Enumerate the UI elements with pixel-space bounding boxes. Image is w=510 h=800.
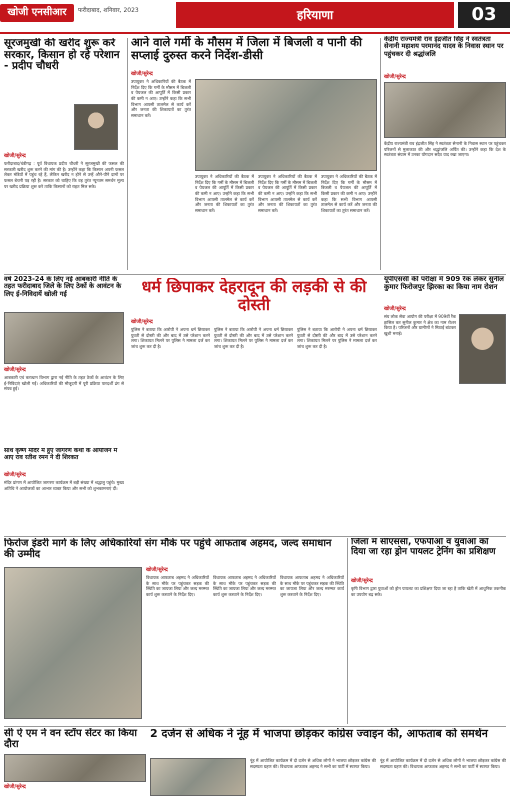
article-drone-training (351, 538, 506, 724)
article-body-col2: पुलिस ने बताया कि आरोपी ने अपना धर्म छिपाकर युवती से दोस्ती की और बाद में उसे परेशान करने लगा। शिकायत मिलने पर पुलिस ने मामला दर्ज कर जांच शुरू कर दी है। (214, 327, 293, 350)
article-one-stop-centre (4, 728, 146, 798)
article-body-col3: पुलिस ने बताया कि आरोपी ने अपना धर्म छिपाकर युवती से दोस्ती की और बाद में उसे परेशान करने लगा। शिकायत मिलने पर पुलिस ने मामला दर्ज कर जांच शुरू कर दी है। (297, 327, 377, 350)
newspaper-logo: खोजी एनसीआर (0, 4, 74, 22)
article-body: विधायक आफताब अहमद ने अधिकारियों के साथ मौके पर पहुंचकर सड़क की स्थिति का जायजा लिया और जल्द मरम्मत कार्य शुरू करवाने के निर्देश दिए। (146, 575, 209, 598)
article-body-col4: उपायुक्त ने अधिकारियों की बैठक में निर्देश दिए कि गर्मी के मौसम में बिजली व पेयजल की आपूर्ति में किसी प्रकार की कमी न आए। उन्होंने कहा कि सभी विभाग आपसी तालमेल से कार्य करें और जनता की शिकायतों का तुरंत समाधान करें। (321, 174, 377, 214)
article-headline: केंद्रीय राज्यमंत्री राव इंद्रजीत सिंह ने स्वतंत्रता सेनानी महाशय परमानंद यादव के निवास स्थान पर पहुंचकर दी श्रद्धांजलि (384, 36, 504, 58)
article-body: पुलिस ने बताया कि आरोपी ने अपना धर्म छिपाकर युवती से दोस्ती की और बाद में उसे परेशान करने लगा। शिकायत मिलने पर पुलिस ने मामला दर्ज कर जांच शुरू कर दी है। (131, 327, 210, 350)
article-bjp-congress (150, 728, 506, 798)
article-byline: खोजी/सुरेन्द्र (384, 306, 406, 312)
page-number: 03 (458, 2, 510, 28)
article-excise-policy (4, 276, 124, 446)
article-headline: 2 दर्जन से अधिक ने नूंह में भाजपा छोड़कर कांग्रेस ज्वाइन की, आफताब को समर्थन (150, 728, 488, 740)
tender-photo (4, 312, 124, 364)
article-headline: सूरजमुखी की खरीद शुरू करे सरकार, किसान हो रहे परेशान - प्रदीप चौधरी (4, 38, 120, 73)
article-electricity-water (131, 36, 377, 272)
joining-photo (150, 758, 246, 796)
article-headline: यूपीएससी की परीक्षा में 909 रैंक लेकर सुनील कुमार फिरोजपुर झिरका का किया नाम रोशन (384, 276, 504, 291)
article-body: मंदिर प्रांगण में आयोजित जागरण कार्यक्रम में बड़ी संख्या में श्रद्धालु पहुंचे। मुख्य अतिथि ने आयोजकों का आभार व्यक्त किया और सभी को शुभकामनाएं दीं। (4, 480, 124, 491)
article-body: कृषि विभाग द्वारा युवाओं को ड्रोन पायलट का प्रशिक्षण दिया जा रहा है ताकि खेती में आधुनिक तकनीक का उपयोग बढ़ सके। (351, 586, 506, 597)
masthead (0, 0, 510, 34)
article-headline: वर्ष 2023-24 के लिए नई आबकारी नीति के तहत फरीदाबाद जिले के लिए ठेकों के आवंटन के लिए ई-निविदायें खोली गई (4, 276, 122, 298)
article-body-col3: उपायुक्त ने अधिकारियों की बैठक में निर्देश दिए कि गर्मी के मौसम में बिजली व पेयजल की आपूर्ति में किसी प्रकार की कमी न आए। उन्होंने कहा कि सभी विभाग आपसी तालमेल से कार्य करें और जनता की शिकायतों का तुरंत समाधान करें। (258, 174, 317, 214)
article-byline: खोजी/सुरेन्द्र (384, 74, 406, 80)
section-title: हरियाणा (176, 2, 454, 28)
article-headline: साध कृष्ण मंदिर में हुए जागरण कथा के आयोजन में आए राव रतीश रमन ने दी शिरकत (4, 448, 118, 461)
portrait-photo (74, 104, 118, 150)
article-byline: खोजी/सुरेन्द्र (4, 472, 26, 478)
meeting-photo (195, 79, 377, 171)
article-byline: खोजी/सुरेन्द्र (4, 784, 26, 790)
article-byline: खोजी/सुरेन्द्र (146, 567, 168, 573)
article-road-inspection (4, 538, 344, 724)
article-body: उपायुक्त ने अधिकारियों की बैठक में निर्देश दिए कि गर्मी के मौसम में बिजली व पेयजल की आपूर्ति में किसी प्रकार की कमी न आए। उन्होंने कहा कि सभी विभाग आपसी तालमेल से कार्य करें और जनता की शिकायतों का तुरंत समाधान करें। (131, 79, 191, 119)
article-body: नूंह में आयोजित कार्यक्रम में दो दर्जन से अधिक लोगों ने भाजपा छोड़कर कांग्रेस की सदस्यता ग्रहण की। विधायक आफताब अहमद ने सभी का पार्टी में स्वागत किया। (250, 758, 376, 769)
article-byline: खोजी/सुरेन्द्र (131, 319, 153, 325)
article-freedom-fighter (384, 36, 506, 272)
article-body: आबकारी एवं कराधान विभाग द्वारा नई नीति के तहत ठेकों के आवंटन के लिए ई-निविदाएं खोली गईं। अधिकारियों की मौजूदगी में पूरी प्रक्रिया पारदर्शी ढंग से संपन्न हुई। (4, 375, 124, 392)
article-headline: धर्म छिपाकर देहरादून की लड़की से की दोस्ती (141, 278, 367, 314)
candidate-photo (459, 314, 506, 384)
article-sunflower (4, 38, 124, 270)
inspection-photo (4, 567, 142, 719)
article-byline: खोजी/सुरेन्द्र (4, 367, 26, 373)
article-body-col2: उपायुक्त ने अधिकारियों की बैठक में निर्देश दिए कि गर्मी के मौसम में बिजली व पेयजल की आपूर्ति में किसी प्रकार की कमी न आए। उन्होंने कहा कि सभी विभाग आपसी तालमेल से कार्य करें और जनता की शिकायतों का तुरंत समाधान करें। (195, 174, 254, 214)
article-headline: जिला में सीएससी, एफपीओ व युवाओं को दिया जा रहा ड्रोन पायलट ट्रेनिंग का प्रशिक्षण (351, 538, 496, 557)
article-byline: खोजी/सुरेन्द्र (351, 578, 373, 584)
article-byline: खोजी/सुरेन्द्र (4, 153, 26, 159)
article-headline: सी ऐ एम ने वन स्टॉप सेंटर का किया दौरा (4, 728, 137, 750)
tribute-photo (384, 82, 506, 138)
article-byline: खोजी/सुरेन्द्र (131, 71, 153, 77)
article-body-col3: विधायक आफताब अहमद ने अधिकारियों के साथ मौके पर पहुंचकर सड़क की स्थिति का जायजा लिया और जल्द मरम्मत कार्य शुरू करवाने के निर्देश दिए। (280, 575, 344, 598)
article-body-col2: विधायक आफताब अहमद ने अधिकारियों के साथ मौके पर पहुंचकर सड़क की स्थिति का जायजा लिया और जल्द मरम्मत कार्य शुरू करवाने के निर्देश दिए। (213, 575, 276, 598)
article-body: फरीदाबाद/चंडीगढ़ : पूर्व विधायक प्रदीप चौधरी ने सूरजमुखी की फसल की सरकारी खरीद शुरू करने की मांग की है। उन्होंने कहा कि किसान अपनी फसल लेकर मंडियों में पहुंच रहे हैं, लेकिन खरीद न होने से उन्हें औने-पौने दामों पर फसल बेचनी पड़ रही है। सरकार को चाहिए कि वह तुरंत न्यूनतम समर्थन मूल्य पर खरीद प्रक्रिया शुरू करे ताकि किसानों को राहत मिल सके। (4, 161, 124, 189)
article-dehradun (131, 278, 377, 446)
article-headline: फिरोज इंडरी मार्ग के लिए अधिकारियों संग मौके पर पहुंचे आफताब अहमद, जल्द समाधान की उम्मीद (4, 538, 332, 560)
article-upsc (384, 276, 506, 446)
article-body: संघ लोक सेवा आयोग की परीक्षा में 909वीं रैंक हासिल कर सुनील कुमार ने क्षेत्र का नाम रोशन किया है। परिजनों और ग्रामीणों ने मिठाई बांटकर खुशी मनाई। (384, 314, 456, 337)
visit-photo (4, 754, 146, 782)
article-body: केंद्रीय राज्यमंत्री राव इंद्रजीत सिंह ने स्वतंत्रता सेनानी के निवास स्थान पर पहुंचकर परिजनों से मुलाकात की और श्रद्धांजलि अर्पित की। उन्होंने कहा कि देश के स्वतंत्रता संग्राम में उनका योगदान सदैव याद रखा जाएगा। (384, 141, 506, 158)
article-temple-jagran (4, 448, 124, 534)
article-body-col2: नूंह में आयोजित कार्यक्रम में दो दर्जन से अधिक लोगों ने भाजपा छोड़कर कांग्रेस की सदस्यता ग्रहण की। विधायक आफताब अहमद ने सभी का पार्टी में स्वागत किया। (380, 758, 506, 769)
article-headline: आने वाले गर्मी के मौसम में जिला में बिजली व पानी की सप्लाई दुरुस्त करने निर्देश-डीसी (131, 36, 362, 62)
dateline: फरीदाबाद, शनिवार, 2023 (78, 7, 139, 14)
